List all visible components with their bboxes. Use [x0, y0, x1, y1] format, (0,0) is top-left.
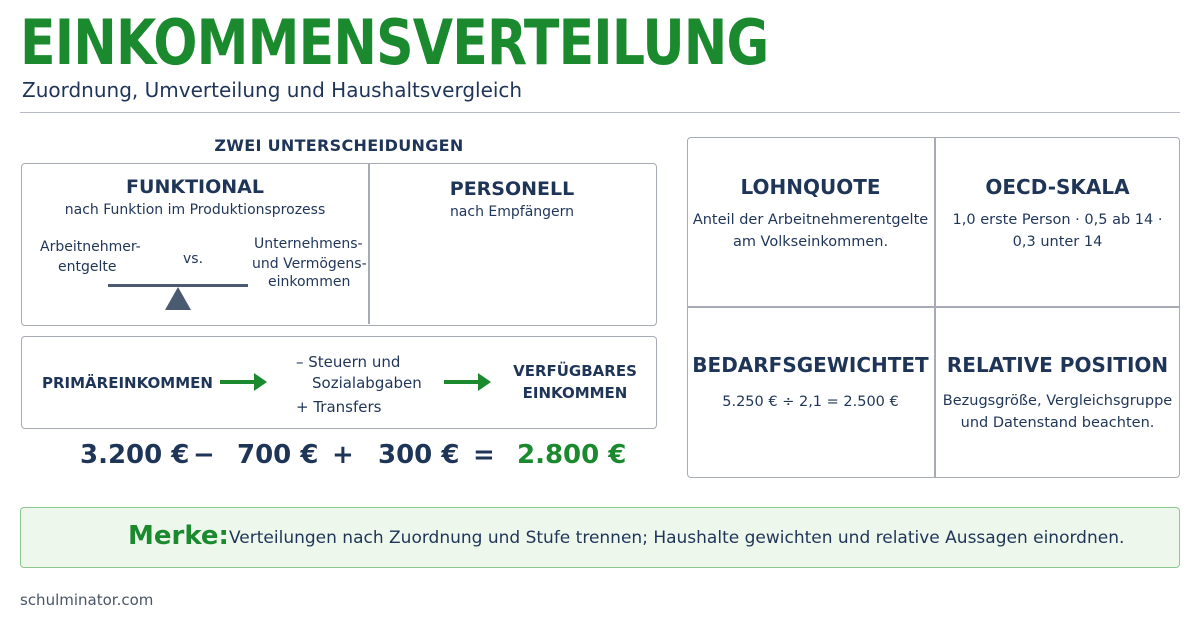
- lohnquote-line2: am Volkseinkommen.: [732, 234, 889, 250]
- functional-right-line2: und Vermögens-: [252, 256, 367, 272]
- functional-vs: vs.: [183, 251, 204, 267]
- lohnquote-title: LOHNQUOTE: [740, 175, 881, 199]
- section-heading: ZWEI UNTERSCHEIDUNGEN: [214, 136, 464, 155]
- flow-plus-line: + Transfers: [296, 398, 382, 416]
- functional-right-line3: einkommen: [268, 274, 351, 290]
- page-subtitle: Zuordnung, Umverteilung und Haushaltsvergleich: [22, 78, 523, 102]
- metrics-divider-horizontal: [687, 306, 1179, 308]
- equation-taxes: 700 €: [237, 440, 319, 470]
- functional-left-line2: entgelte: [58, 259, 117, 275]
- lohnquote-line1: Anteil der Arbeitnehmerentgelte: [692, 212, 929, 228]
- functional-right-line1: Unternehmens-: [254, 236, 363, 252]
- functional-subtitle: nach Funktion im Produktionsprozess: [64, 202, 326, 218]
- bedarf-title: BEDARFSGEWICHTET: [692, 353, 929, 377]
- balance-scale-icon: [108, 280, 248, 310]
- equation-result: 2.800 €: [517, 440, 627, 470]
- right-arrow-icon: [220, 373, 268, 391]
- merke-note: [20, 507, 1180, 568]
- distinctions-box: [21, 163, 657, 326]
- merke-text: Verteilungen nach Zuordnung und Stufe trennen; Haushalte gewichten und relative Aussagen einordnen.: [229, 528, 1125, 548]
- footer-site: schulminator.com: [20, 591, 154, 609]
- oecd-line2: 0,3 unter 14: [1012, 234, 1103, 250]
- equation-equals: =: [473, 440, 495, 470]
- equation-plus: +: [332, 440, 354, 470]
- header-divider: [20, 112, 1180, 113]
- relative-line2: und Datenstand beachten.: [960, 415, 1155, 431]
- flow-minus-line2: Sozialabgaben: [312, 374, 422, 392]
- flow-end-line1: VERFÜGBARES: [513, 362, 637, 380]
- relative-title: RELATIVE POSITION: [946, 353, 1169, 377]
- equation-minus: −: [193, 440, 215, 470]
- equation-primary: 3.200 €: [80, 440, 190, 470]
- functional-title: FUNKTIONAL: [126, 176, 264, 198]
- flow-start-label: PRIMÄREINKOMMEN: [42, 374, 213, 392]
- personal-title: PERSONELL: [449, 178, 575, 200]
- flow-minus-line1: – Steuern und: [296, 353, 401, 371]
- page-title: EINKOMMENSVERTEILUNG: [20, 6, 769, 79]
- merke-label: Merke:: [128, 521, 229, 551]
- personal-subtitle: nach Empfängern: [449, 204, 575, 220]
- right-arrow-icon: [444, 373, 492, 391]
- equation-transfers: 300 €: [378, 440, 460, 470]
- income-flow-box: [21, 336, 657, 429]
- flow-end-line2: EINKOMMEN: [522, 384, 628, 402]
- relative-line1: Bezugsgröße, Vergleichsgruppe: [942, 393, 1173, 409]
- oecd-line1: 1,0 erste Person · 0,5 ab 14 ·: [952, 212, 1163, 228]
- oecd-title: OECD-SKALA: [985, 175, 1130, 199]
- functional-left-line1: Arbeitnehmer-: [40, 239, 141, 255]
- bedarf-line1: 5.250 € ÷ 2,1 = 2.500 €: [722, 394, 899, 410]
